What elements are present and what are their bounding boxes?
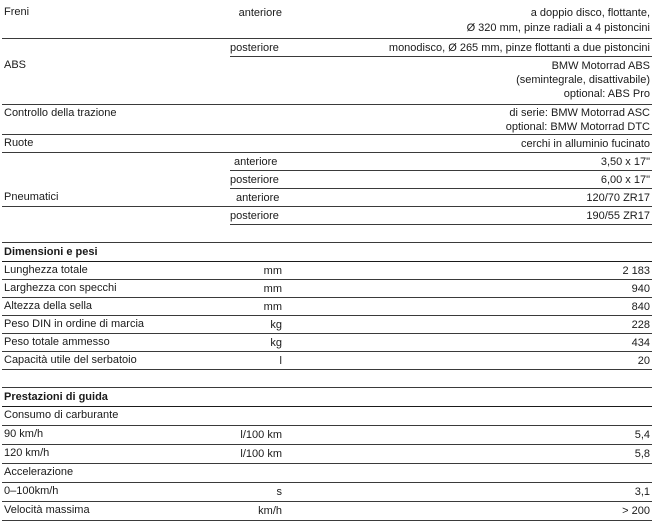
spec-label: Larghezza con specchi [4,282,117,294]
spec-row-tank-capacity [2,352,652,370]
spec-label: ABS [4,59,27,71]
spec-value-line: di serie: BMW Motorrad ASC [509,107,650,119]
spec-value-line: a doppio disco, flottante, [530,7,650,19]
spec-value-line: optional: ABS Pro [563,88,650,100]
spec-unit: mm [263,265,282,277]
spec-value-line: BMW Motorrad ABS [551,60,650,72]
section-header-dimensions [2,243,652,262]
spec-value: 5,4 [634,429,650,441]
spec-row-consumption-90 [2,426,652,445]
spec-row-brakes-rear [230,39,652,57]
spec-row-tyres-rear [230,207,652,225]
spec-value: > 200 [622,505,650,517]
spec-unit: mm [263,283,282,295]
spec-label: Ruote [4,137,34,149]
spec-row-fuel-consumption [2,407,652,426]
spec-unit: anteriore [236,192,280,204]
spec-unit: anteriore [238,7,282,19]
spec-value: 434 [631,337,650,349]
spec-value-line: optional: BMW Motorrad DTC [505,121,650,133]
spec-unit: anteriore [234,156,278,168]
spec-row-wheels-rear [230,171,652,189]
spec-row-tyres-front [2,189,652,207]
spec-row-width [2,280,652,298]
spec-unit: posteriore [230,174,279,186]
spec-value-line: 3,50 x 17" [600,156,650,168]
spec-unit: l/100 km [240,429,282,441]
spec-value: 940 [631,283,650,295]
spec-row-brakes-front [2,4,652,39]
spec-value: 840 [631,301,650,313]
spec-label: 90 km/h [4,428,44,440]
spec-unit: posteriore [230,42,279,54]
spec-label: Accelerazione [4,466,74,478]
spec-row-din-weight [2,316,652,334]
spec-label: Capacità utile del serbatoio [4,354,137,366]
spec-value: 5,8 [634,448,650,460]
spec-label: Freni [4,6,30,18]
spec-row-top-speed [2,502,652,521]
spec-row-length [2,262,652,280]
section-spacer [2,225,652,243]
spec-label: Peso totale ammesso [4,336,110,348]
spec-value-line: cerchi in alluminio fucinato [520,138,650,150]
spec-label: 120 km/h [4,447,50,459]
spec-value: 228 [631,319,650,331]
spec-row-total-weight [2,334,652,352]
spec-unit: mm [263,301,282,313]
spec-row-seat-height [2,298,652,316]
section-header-performance [2,388,652,407]
section-title: Prestazioni di guida [4,391,108,403]
spec-unit: l/100 km [240,448,282,460]
spec-row-wheels [2,135,652,153]
spec-value-line: 120/70 ZR17 [586,192,650,204]
spec-value: 3,1 [634,486,650,498]
spec-unit: l [279,355,282,367]
spec-value-line: 190/55 ZR17 [586,210,650,222]
spec-row-acceleration [2,464,652,483]
spec-row-0-100 [2,483,652,502]
spec-value-line: (semintegrale, disattivabile) [516,74,650,86]
spec-label: Altezza della sella [4,300,93,312]
spec-unit: kg [270,337,282,349]
spec-label: Peso DIN in ordine di marcia [4,318,145,330]
spec-value: 20 [637,355,650,367]
spec-label: Pneumatici [4,191,59,203]
spec-unit: s [276,486,282,498]
spec-label: 0–100km/h [4,485,59,497]
spec-label: Lunghezza totale [4,264,88,276]
spec-label: Controllo della trazione [4,107,117,119]
section-title: Dimensioni e pesi [4,246,98,258]
spec-value: 2 183 [622,265,650,277]
section-spacer [2,370,652,388]
spec-label: Consumo di carburante [4,409,119,421]
spec-unit: km/h [258,505,282,517]
spec-value-line: Ø 320 mm, pinze radiali a 4 pistoncini [466,22,650,34]
spec-value-line: monodisco, Ø 265 mm, pinze flottanti a due pistoncini [388,42,650,54]
spec-label: Velocità massima [4,504,90,516]
spec-value-line: 6,00 x 17" [600,174,650,186]
spec-row-abs [2,57,652,105]
spec-row-traction-control [2,105,652,135]
spec-row-wheels-front [230,153,652,171]
spec-row-consumption-120 [2,445,652,464]
spec-unit: kg [270,319,282,331]
spec-unit: posteriore [230,210,279,222]
